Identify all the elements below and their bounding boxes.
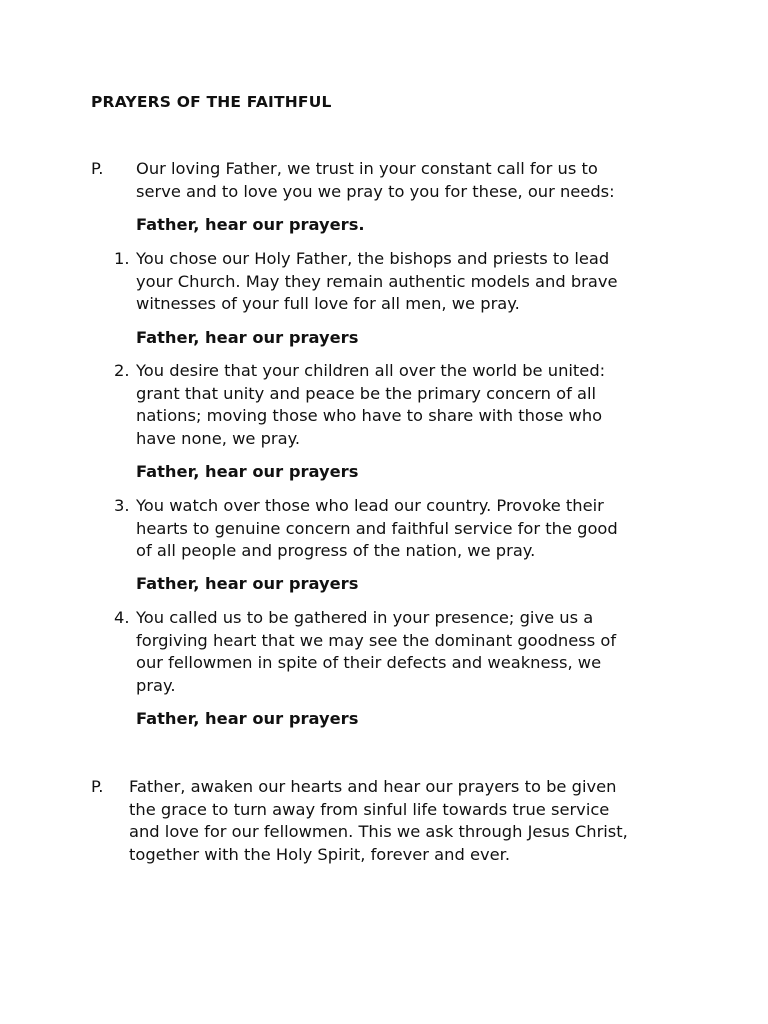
intention-line: You desire that your children all over the world be united: bbox=[136, 361, 606, 380]
intention-line: You watch over those who lead our country. Provoke their bbox=[136, 496, 604, 515]
opening-line: Our loving Father, we trust in your constant call for us to bbox=[136, 159, 598, 178]
intention-text bbox=[136, 495, 618, 563]
intention-line: You called us to be gathered in your presence; give us a bbox=[136, 608, 594, 627]
intention-line: have none, we pray. bbox=[136, 429, 301, 449]
intention-line: witnesses of your full love for all men, we pray. bbox=[136, 294, 520, 314]
intention-line: pray. bbox=[136, 676, 176, 696]
opening-marker: P. bbox=[91, 159, 104, 178]
intention-text bbox=[136, 607, 616, 698]
intention-response: Father, hear our prayers bbox=[136, 328, 359, 347]
intention-number: 1. bbox=[114, 249, 130, 268]
intention-response: Father, hear our prayers bbox=[136, 709, 359, 728]
intention-response: Father, hear our prayers bbox=[136, 574, 359, 593]
closing-text bbox=[129, 776, 628, 867]
document-title: PRAYERS OF THE FAITHFUL bbox=[91, 93, 332, 111]
intention-line: You chose our Holy Father, the bishops and priests to lead bbox=[136, 249, 610, 268]
response-first: Father, hear our prayers. bbox=[136, 215, 365, 234]
intention-text bbox=[136, 360, 605, 451]
intention-line: grant that unity and peace be the primary concern of all bbox=[136, 383, 597, 403]
intention-response: Father, hear our prayers bbox=[136, 462, 359, 481]
intention-line: nations; moving those who have to share with those who bbox=[136, 406, 603, 426]
closing-line: together with the Holy Spirit, forever and ever. bbox=[129, 845, 510, 865]
opening-text bbox=[136, 158, 615, 203]
intention-line: your Church. May they remain authentic models and brave bbox=[136, 271, 618, 291]
intention-number: 2. bbox=[114, 361, 130, 380]
intention-line: forgiving heart that we may see the dominant goodness of bbox=[136, 630, 617, 650]
intention-text bbox=[136, 248, 618, 316]
intention-number: 3. bbox=[114, 496, 130, 515]
intention-line: hearts to genuine concern and faithful service for the good bbox=[136, 518, 618, 538]
closing-line: the grace to turn away from sinful life towards true service bbox=[129, 799, 610, 819]
intention-line: our fellowmen in spite of their defects and weakness, we bbox=[136, 653, 602, 673]
closing-line: Father, awaken our hearts and hear our prayers to be given bbox=[129, 777, 617, 796]
closing-line: and love for our fellowmen. This we ask through Jesus Christ, bbox=[129, 822, 628, 842]
opening-line: serve and to love you we pray to you for these, our needs: bbox=[136, 181, 615, 201]
intention-line: of all people and progress of the nation, we pray. bbox=[136, 541, 536, 561]
closing-marker: P. bbox=[91, 777, 104, 796]
intention-number: 4. bbox=[114, 608, 130, 627]
